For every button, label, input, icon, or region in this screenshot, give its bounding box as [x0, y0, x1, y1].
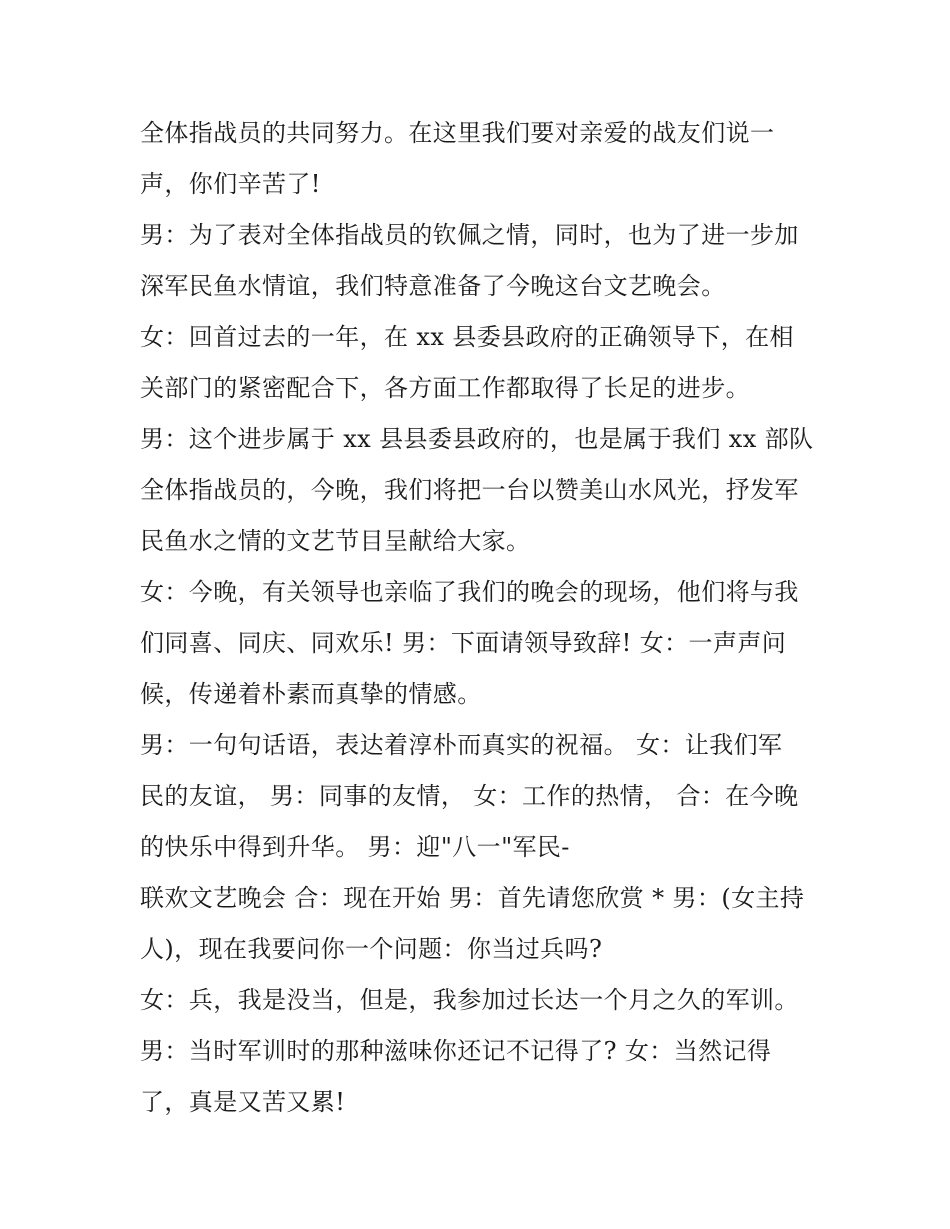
text-line: 人)，现在我要问你一个问题：你当过兵吗? [140, 935, 603, 963]
text-line: 男：这个进步属于 xx 县县委县政府的，也是属于我们 xx 部队 [140, 425, 814, 453]
text-line: 女：回首过去的一年，在 xx 县委县政府的正确领导下，在相 [140, 323, 794, 351]
text-line: 男：为了表对全体指战员的钦佩之情，同时，也为了进一步加 [140, 221, 799, 249]
text-line: 关部门的紧密配合下，各方面工作都取得了长足的进步。 [140, 374, 750, 402]
text-line: 男：当时军训时的那种滋味你还记不记得了? 女：当然记得 [140, 1037, 772, 1065]
document-body [140, 108, 820, 1128]
text-line: 深军民鱼水情谊，我们特意准备了今晚这台文艺晚会。 [140, 272, 726, 300]
text-line: 全体指战员的共同努力。在这里我们要对亲爱的战友们说一 [140, 119, 775, 147]
text-line: 女：兵，我是没当，但是，我参加过长达一个月之久的军训。 [140, 986, 799, 1014]
text-line: 了，真是又苦又累! [140, 1088, 346, 1116]
text-line: 男：一句句话语，表达着淳朴而真实的祝福。 女：让我们军 [140, 731, 783, 759]
text-line: 女：今晚，有关领导也亲临了我们的晚会的现场，他们将与我 [140, 578, 799, 606]
text-line: 民的友谊， 男：同事的友情， 女：工作的热情， 合：在今晚 [140, 782, 799, 810]
text-line: 全体指战员的，今晚，我们将把一台以赞美山水风光，抒发军 [140, 476, 799, 504]
text-line: 们同喜、同庆、同欢乐! 男：下面请领导致辞! 女：一声声问 [140, 629, 787, 657]
text-line: 声，你们辛苦了! [140, 170, 321, 198]
text-line: 联欢文艺晚会 合：现在开始 男：首先请您欣赏 * 男：(女主持 [140, 884, 805, 912]
text-line: 民鱼水之情的文艺节目呈献给大家。 [140, 527, 531, 555]
text-line: 候，传递着朴素而真挚的情感。 [140, 680, 482, 708]
text-line: 的快乐中得到升华。 男：迎"八一"军民- [140, 833, 570, 861]
